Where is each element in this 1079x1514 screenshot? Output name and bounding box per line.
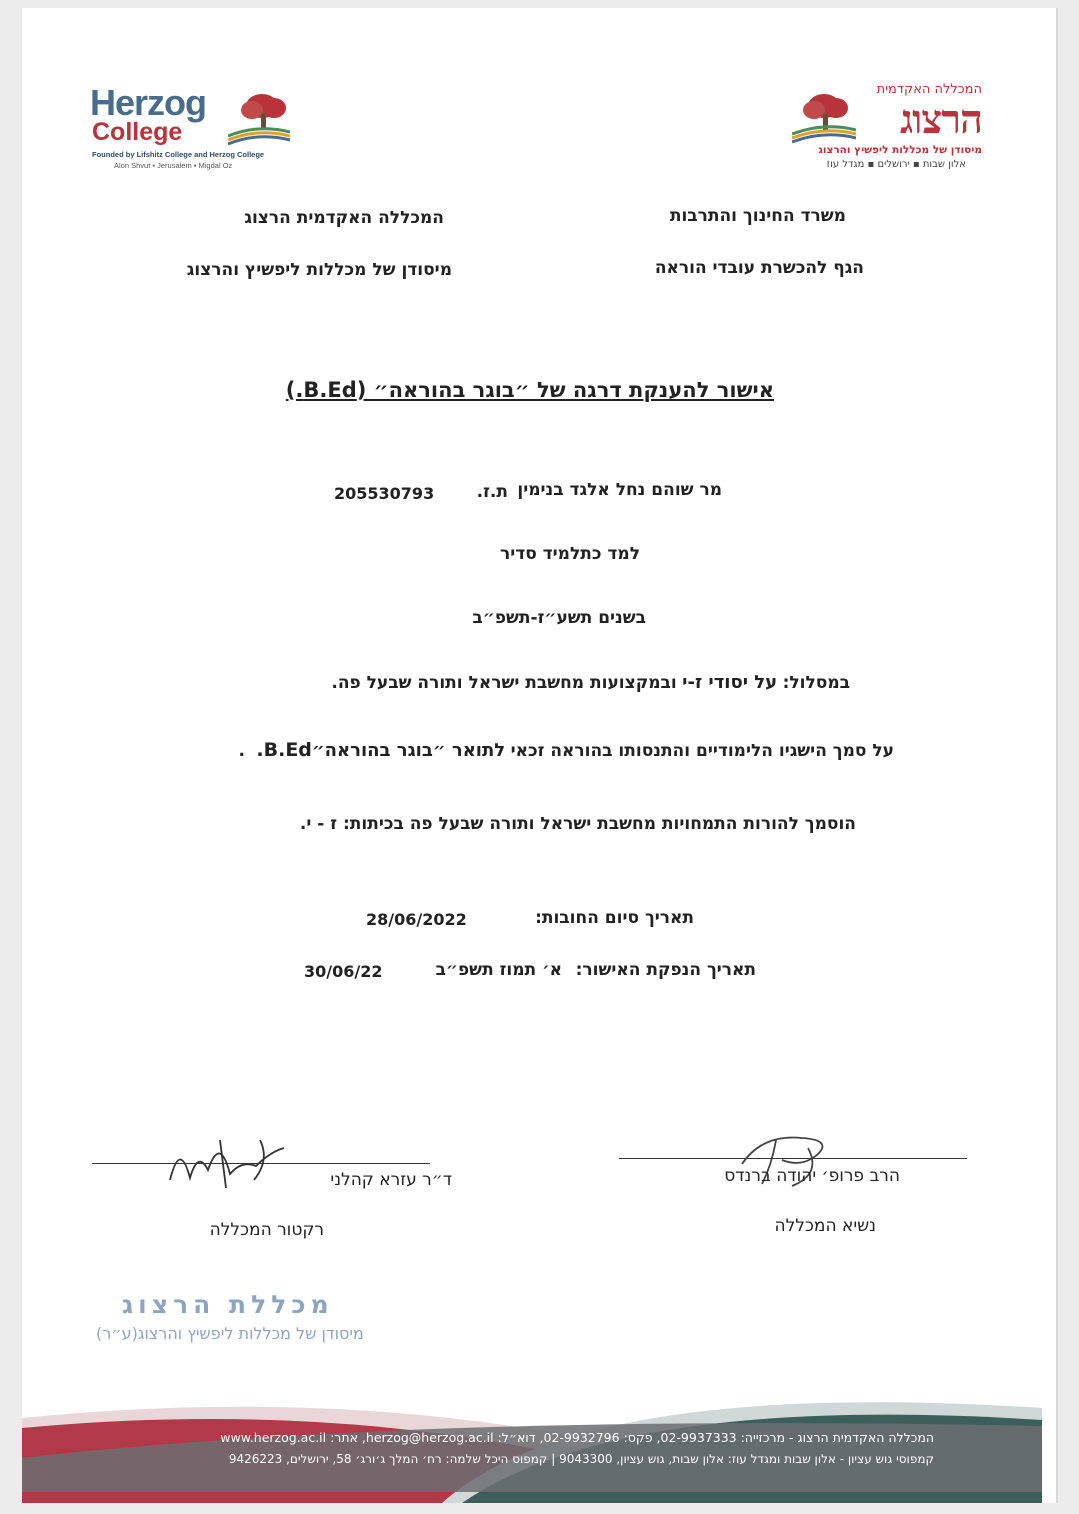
- herzog-college-logo-en: [90, 82, 330, 182]
- issue-date-value: 30/06/22: [304, 962, 383, 981]
- degree-line: [239, 739, 894, 761]
- logo-he-top: המכללה האקדמית: [876, 82, 982, 97]
- degree-abbr: B.Ed.: [256, 739, 312, 761]
- id-number: 205530793: [334, 484, 435, 503]
- college-name: המכללה האקדמית הרצוג: [244, 208, 444, 228]
- logo-en-places: Alon Shvut ▪ Jerusalem ▪ Migdal Oz: [114, 161, 233, 170]
- completion-date-value: 28/06/2022: [366, 910, 467, 929]
- degree-basis: על סמך הישגיו הלימודיים והתנסותו בהוראה זכאי: [510, 741, 894, 761]
- document-title: אישור להענקת דרגה של ״בוגר בהוראה״ (B.Ed.): [285, 378, 774, 402]
- herzog-college-logo-he: [784, 82, 1004, 182]
- logo-he-main: הרצוג: [899, 96, 982, 143]
- completion-date-label: תאריך סיום החובות:: [535, 908, 694, 928]
- track-majors: ובמקצועות מחשבת ישראל ותורה שבעל פה.: [331, 673, 677, 693]
- rector-name: ד״ר עזרא קהלני: [330, 1170, 452, 1190]
- rector-signature-mark: [160, 1130, 310, 1200]
- college-stamp-subtitle: מיסודן של מכללות ליפשיץ והרצוג(ע״ר): [96, 1324, 364, 1343]
- president-title: נשיא המכללה: [774, 1216, 876, 1236]
- tree-icon: [228, 88, 290, 146]
- college-stamp-title: מכללת הרצוג: [122, 1290, 334, 1319]
- degree-period: .: [238, 741, 245, 761]
- page-footer: [22, 1358, 1056, 1503]
- certification-line: הוסמך להורות התמחויות מחשבת ישראל ותורה שבעל פה בכיתות: ז - י.: [299, 814, 856, 834]
- studied-status: למד כתלמיד סדיר: [499, 544, 640, 564]
- track-name: על יסודי ז-י: [682, 672, 778, 693]
- tree-icon: [792, 90, 856, 144]
- president-name: הרב פרופ׳ יהודה ברנדס: [724, 1166, 900, 1186]
- logo-en-college: College: [92, 118, 183, 146]
- id-label: ת.ז.: [476, 482, 508, 502]
- track-line: [331, 672, 850, 693]
- college-founded: מיסודן של מכללות ליפשיץ והרצוג: [186, 260, 452, 280]
- document-sheet: [22, 8, 1056, 1503]
- student-name: מר שוהם נחל אלגד בנימין: [517, 480, 722, 500]
- footer-campuses: קמפוסי גוש עציון - אלון שבות ומגדל עוז: אלון שבות, גוש עציון, 9043300 | קמפוס היכל שלמה: רח׳ המלך ג׳ורג׳ 58, ירושלים, 9426223: [228, 1452, 934, 1466]
- issue-date-label: תאריך הנפקת האישור:: [575, 960, 756, 980]
- issue-date-hebrew: א׳ תמוז תשפ״ב: [435, 960, 562, 980]
- logo-en-founded: Founded by Lifshitz College and Herzog College: [92, 150, 265, 159]
- logo-he-sub: מיסודן של מכללות ליפשיץ והרצוג: [818, 144, 982, 156]
- logo-he-places: אלון שבות ▪ ירושלים ▪ מגדל עוז: [826, 159, 966, 170]
- rector-title: רקטור המכללה: [209, 1220, 324, 1240]
- footer-contact: המכללה האקדמית הרצוג - מרכזייה: 02-9937333, פקס: 02-9932796, דוא״ל: herzog@herzog.ac.il, אתר: www.herzog.ac.il: [220, 1430, 934, 1445]
- study-years: בשנים תשע״ז-תשפ״ב: [472, 608, 646, 628]
- ministry-name: משרד החינוך והתרבות: [669, 206, 846, 226]
- track-label: במסלול:: [782, 673, 850, 693]
- logo-en-name: Herzog: [90, 82, 207, 123]
- degree-title: לתואר ״בוגר בהוראה״: [311, 740, 506, 761]
- ministry-department: הגף להכשרת עובדי הוראה: [654, 258, 864, 278]
